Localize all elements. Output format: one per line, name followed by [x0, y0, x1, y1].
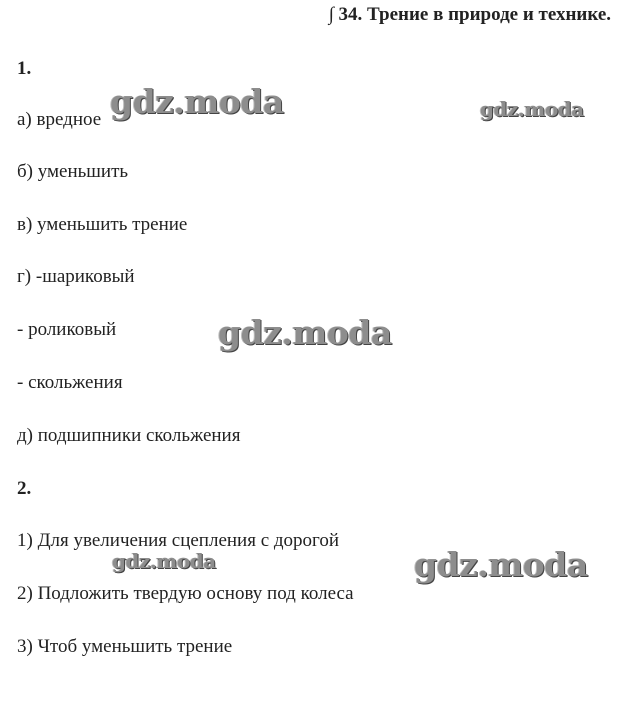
watermark: gdz.moda	[414, 545, 588, 584]
answer-line: а) вредное	[17, 109, 102, 130]
watermark: gdz.moda	[112, 549, 216, 573]
answer-line: 2) Подложить твердую основу под колеса	[17, 583, 354, 604]
answer-line: б) уменьшить	[17, 161, 129, 182]
answer-line: в) уменьшить трение	[17, 214, 188, 235]
answer-line: - роликовый	[17, 319, 117, 340]
section-number-2: 2.	[17, 478, 32, 499]
answer-line: 3) Чтоб уменьшить трение	[17, 636, 233, 657]
watermark: gdz.moda	[480, 97, 584, 121]
page-title: ∫ 34. Трение в природе и технике.	[328, 4, 611, 25]
answer-line: г) -шариковый	[17, 266, 135, 287]
watermark: gdz.moda	[218, 313, 392, 352]
answer-line: 1) Для увеличения сцепления с дорогой	[17, 530, 340, 551]
section-number-1: 1.	[17, 58, 32, 79]
answer-line: д) подшипники скольжения	[17, 425, 241, 446]
answer-line: - скольжения	[17, 372, 123, 393]
watermark: gdz.moda	[110, 82, 284, 121]
